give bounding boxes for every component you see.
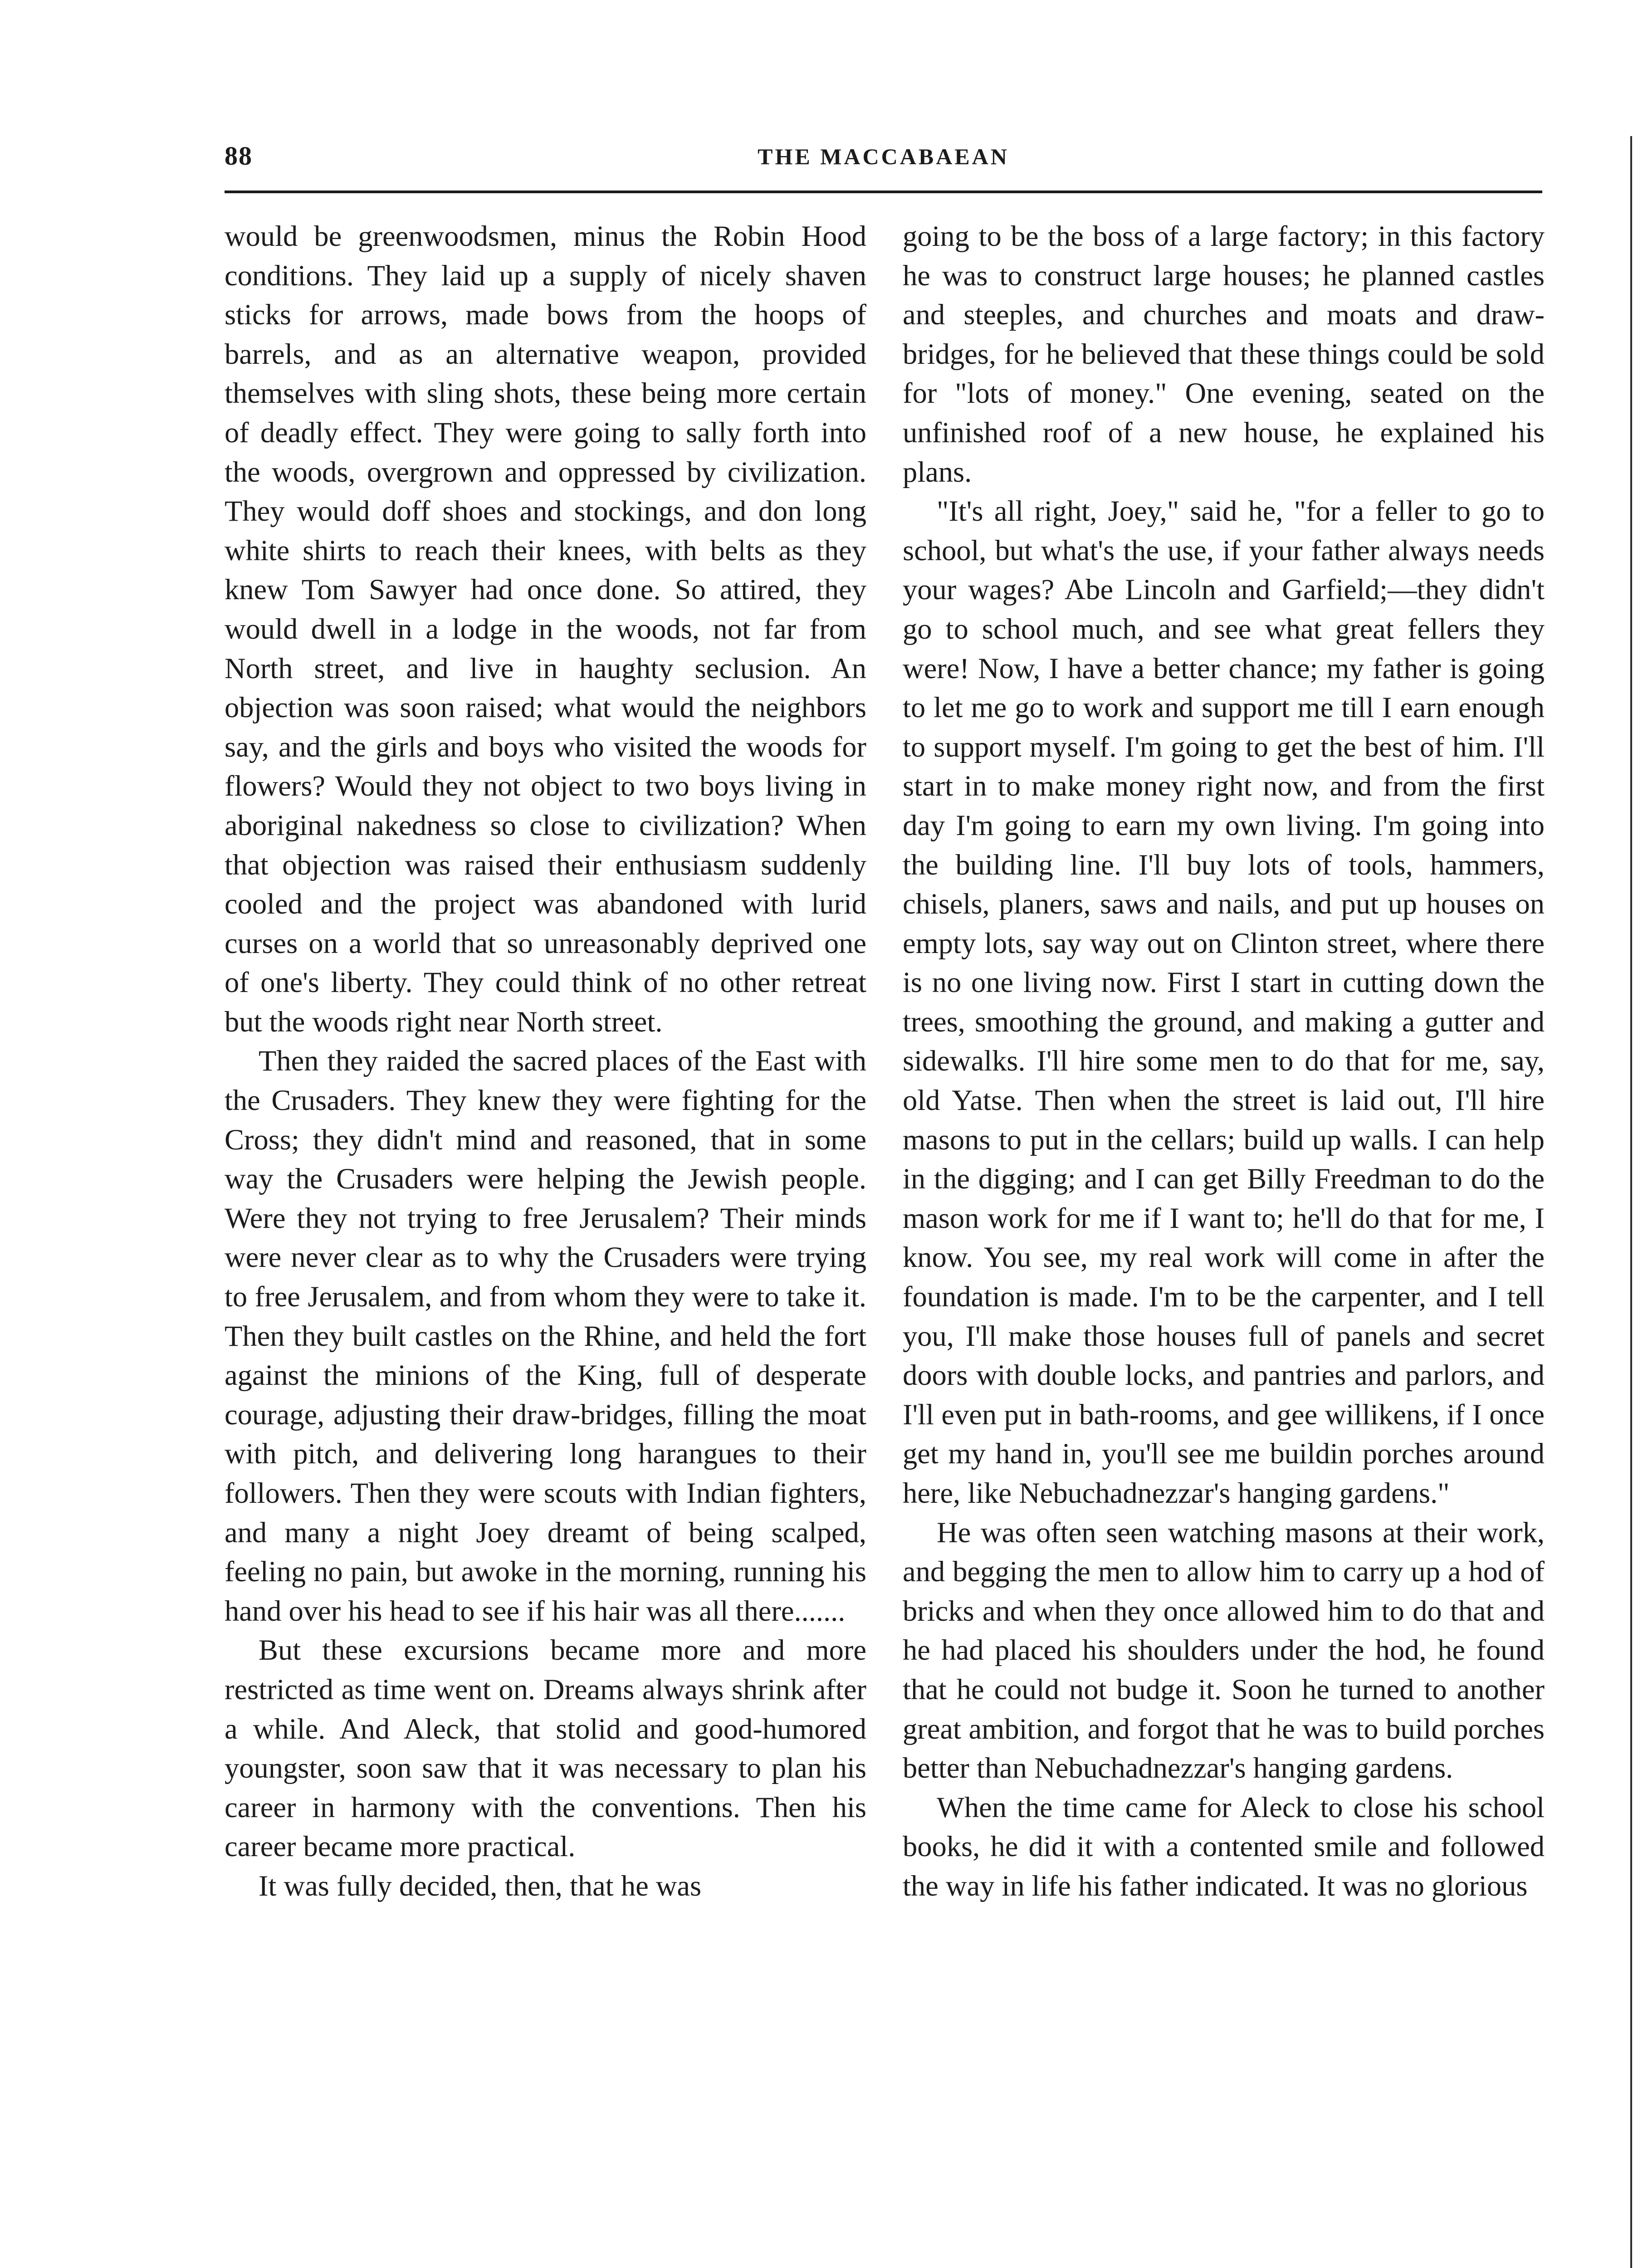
running-title: THE MACCABAEAN [758,144,1009,169]
left-column [225,217,866,1906]
paragraph: would be greenwoodsmen, minus the Robin Hood conditions. They laid up a supply of nicely shaven sticks for arrows, made bows from the hoops of barrels, and as an alternative weapon, provided themselves with sling shots, these being more certain of deadly effect. They were going to sally forth into the woods, overgrown and oppressed by civilization. They would doff shoes and stockings, and don long white shirts to reach their knees, with belts as they knew Tom Sawyer had once done. So attired, they would dwell in a lodge in the woods, not far from North street, and live in haughty seclusion. An objection was soon raised; what would the neighbors say, and the girls and boys who visited the woods for flowers? Would they not object to two boys living in aboriginal nakedness so close to civilization? When that objection was raised their enthusiasm suddenly cooled and the project was abandoned with lurid curses on a world that so unreasonably deprived one of one's liberty. They could think of no other retreat but the woods right near North street. [225,220,866,1038]
right-column [903,217,1545,1906]
paragraph: going to be the boss of a large factory; in this factory he was to construct large houses; he planned castles and steeples, and churches and moats and draw-bridges, for he believed that these things could be sold for "lots of money." One evening, seated on the unfinished roof of a new house, he explained his plans. [903,220,1545,488]
header-rule [225,191,1542,193]
paragraph: Then they raided the sacred places of the East with the Crusaders. They knew they were fighting for the Cross; they didn't mind and reasoned, that in some way the Crusaders were helping the Jewish people. Were they not trying to free Jerusalem? Their minds were never clear as to why the Crusaders were trying to free Jerusalem, and from whom they were to take it. Then they built castles on the Rhine, and held the fort against the minions of the King, full of desperate courage, adjusting their draw-bridges, filling the moat with pitch, and delivering long harangues to their followers. Then they were scouts with Indian fighters, and many a night Joey dreamt of being scalped, feeling no pain, but awoke in the morning, running his hand over his head to see if his hair was all there....... [225,1045,866,1627]
paragraph: He was often seen watching masons at their work, and begging the men to allow him to carry up a hod of bricks and when they once allowed him to do that and he had placed his shoulders under the hod, he found that he could not budge it. Soon he turned to another great ambition, and forgot that he was to build porches better than Nebuchadnezzar's hanging gardens. [903,1516,1545,1784]
paragraph: It was fully decided, then, that he was [259,1869,702,1902]
paragraph: But these excursions became more and more restricted as time went on. Dreams always shrink after a while. And Aleck, that stolid and good-humored youngster, soon saw that it was necessary to plan his career in harmony with the conventions. Then his career became more practical. [225,1634,866,1863]
page-edge-line [1630,136,1632,2268]
paragraph: When the time came for Aleck to close his school books, he did it with a contented smile and followed the way in life his father indicated. It was no glorious [903,1791,1545,1902]
page-number: 88 [225,141,253,171]
page-header [225,136,1542,177]
paragraph: "It's all right, Joey," said he, "for a feller to go to school, but what's the use, if your father always needs your wages? Abe Lincoln and Garfield;—they didn't go to school much, and see what great fellers they were! Now, I have a better chance; my father is going to let me go to work and support me till I earn enough to support myself. I'm going to get the best of him. I'll start in to make money right now, and from the first day I'm going to earn my own living. I'm going into the building line. I'll buy lots of tools, hammers, chisels, planers, saws and nails, and put up houses on empty lots, say way out on Clinton street, where there is no one living now. First I start in cutting down the trees, smoothing the ground, and making a gutter and sidewalks. I'll hire some men to do that for me, say, old Yatse. Then when the street is laid out, I'll hire masons to put in the cellars; build up walls. I can help in the digging; and I can get Billy Freedman to do the mason work for me if I want to; he'll do that for me, I know. You see, my real work will come in after the foundation is made. I'm to be the carpenter, and I tell you, I'll make those houses full of panels and secret doors with double locks, and pantries and parlors, and I'll even put in bath-rooms, and gee willikens, if I once get my hand in, you'll see me buildin porches around here, like Nebuchadnezzar's hanging gardens." [903,495,1545,1509]
